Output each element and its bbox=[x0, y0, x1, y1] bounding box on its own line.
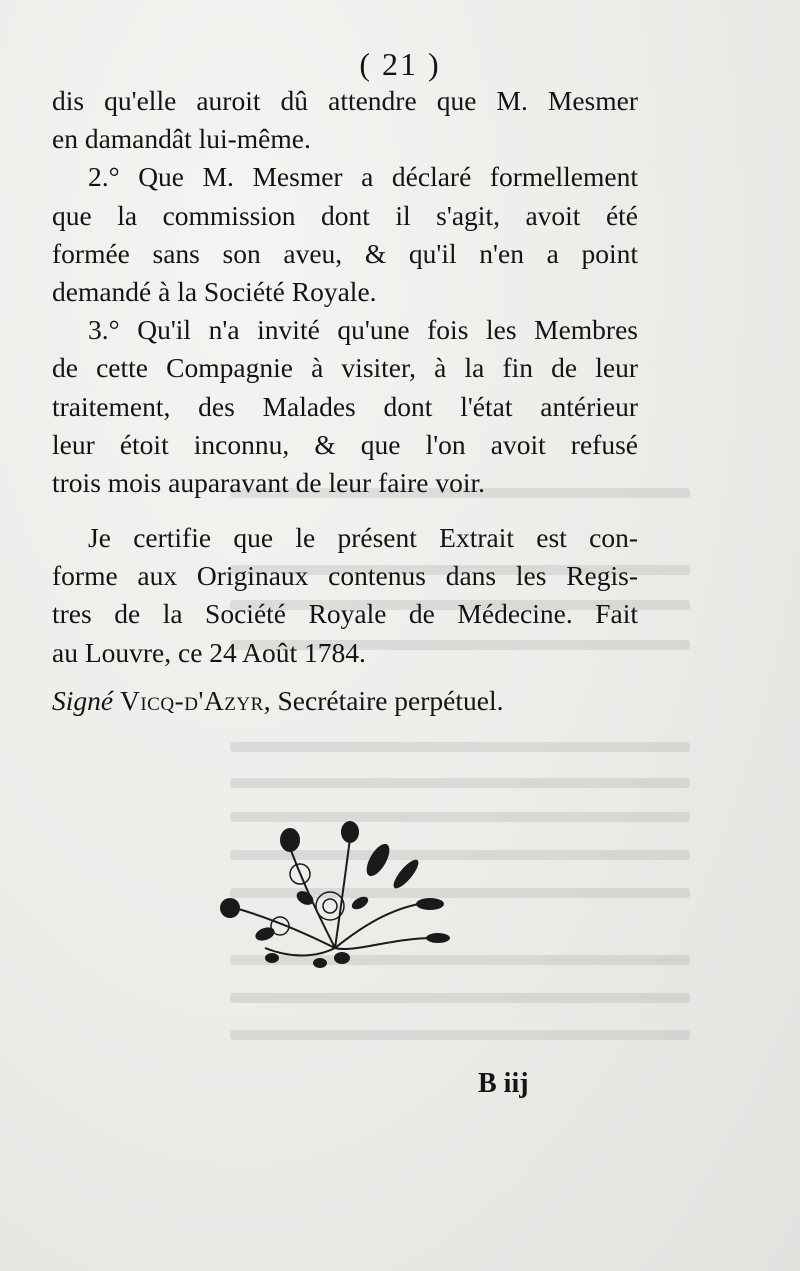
text-line: de cette Compagnie à visiter, à la fin de leur bbox=[52, 352, 638, 384]
text-line: traitement, des Malades dont l'état antérieur bbox=[52, 390, 638, 422]
signature-line bbox=[52, 685, 638, 717]
text-line: trois mois auparavant de leur faire voir. bbox=[52, 467, 485, 499]
text-line: en damandât lui-même. bbox=[52, 123, 311, 155]
signatory-name: Vicq-d'Azyr bbox=[119, 685, 264, 716]
text-line: au Louvre, ce 24 Août 1784. bbox=[52, 636, 366, 668]
text-line: que la commission dont il s'agit, avoit été bbox=[52, 199, 638, 231]
certification-paragraph bbox=[52, 519, 638, 672]
signature-mark: B iij bbox=[478, 1068, 529, 1099]
floral-ornament-icon bbox=[210, 808, 460, 978]
signed-label: Signé bbox=[52, 685, 114, 716]
signatory-title: , Secrétaire perpétuel. bbox=[263, 685, 504, 716]
page-number: ( 21 ) bbox=[359, 46, 441, 82]
text-line: dis qu'elle auroit dû attendre que M. Mesmer bbox=[52, 85, 638, 116]
text-line: demandé à la Société Royale. bbox=[52, 276, 377, 308]
body-text bbox=[52, 82, 638, 502]
text-line: Je certifie que le présent Extrait est con- bbox=[88, 522, 638, 553]
text-line: formée sans son aveu, & qu'il n'en a point bbox=[52, 237, 638, 269]
text-line: tres de la Société Royale de Médecine. Fait bbox=[52, 598, 638, 630]
text-line: leur étoit inconnu, & que l'on avoit refusé bbox=[52, 428, 638, 460]
text-line: 2.° Que M. Mesmer a déclaré formellement bbox=[88, 161, 638, 193]
text-line: forme aux Originaux contenus dans les Regis- bbox=[52, 560, 638, 592]
text-line: 3.° Qu'il n'a invité qu'une fois les Membres bbox=[88, 314, 638, 346]
